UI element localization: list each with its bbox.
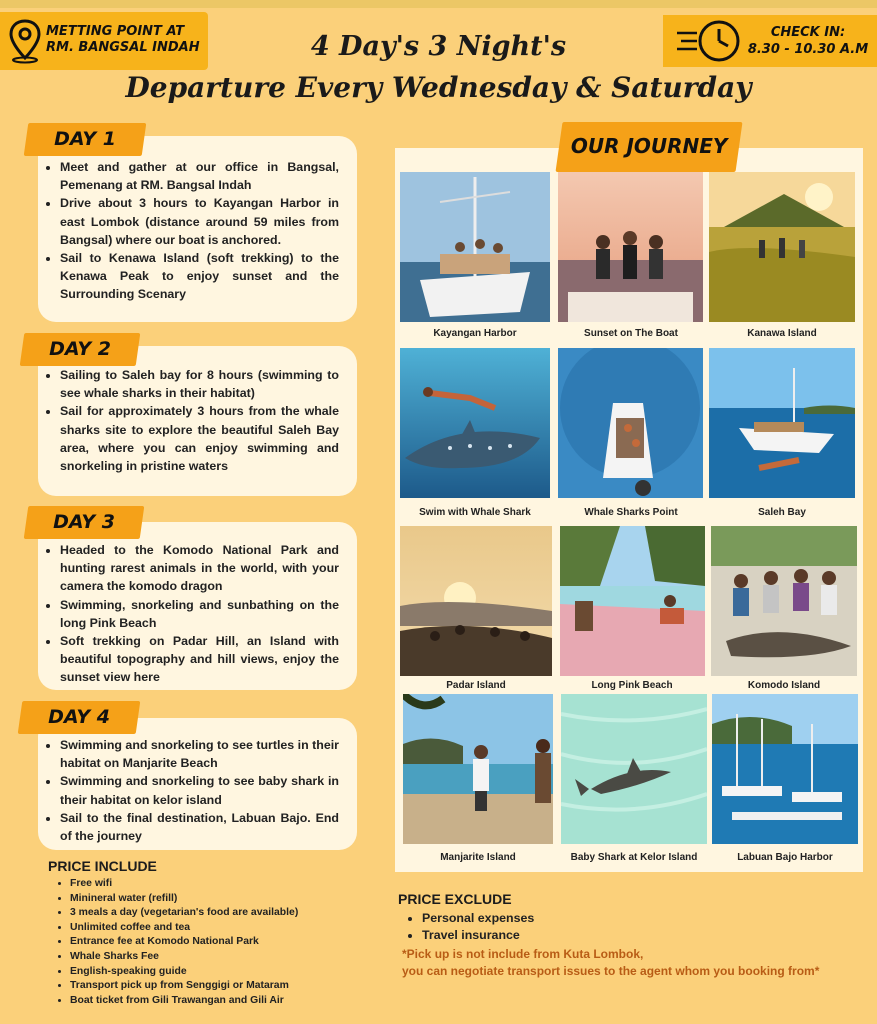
day-1-label: DAY 1 [54, 128, 117, 150]
meeting-point-text: METTING POINT AT RM. BANGSAL INDAH [46, 24, 200, 55]
day-1-list [38, 158, 357, 304]
day-3-tag [24, 506, 145, 539]
list-item: • Minineral water (refill) [70, 892, 390, 907]
day-2-card [38, 346, 357, 496]
photo-caption: Saleh Bay [758, 507, 806, 518]
day-1-tag [24, 123, 147, 156]
photo-caption: Whale Sharks Point [584, 507, 678, 518]
list-item: • Sailing to Saleh bay for 8 hours (swimming to see whale sharks in their habitat) [60, 366, 357, 402]
price-exclude-list [402, 910, 722, 944]
sailboat-photo [400, 172, 550, 322]
price-include-list [52, 877, 390, 1008]
komodo-dragon-photo [711, 526, 857, 676]
list-item: • Swimming and snorkeling to see turtles in their habitat on Manjarite Beach [60, 736, 357, 772]
list-item: • Sail for approximately 3 hours from the whale sharks site to explore the beautiful Saleh Bay area, where you can enjoy swimming and snorkeling in pristine waters [60, 402, 357, 475]
list-item: • Unlimited coffee and tea [70, 921, 390, 936]
photo-caption: Komodo Island [747, 680, 821, 691]
day-4-card [38, 718, 357, 850]
check-in-time: 8.30 - 10.30 A.M [747, 42, 869, 57]
day-4-label: DAY 4 [48, 706, 111, 728]
list-item: • Swimming, snorkeling and sunbathing on the long Pink Beach [60, 596, 357, 632]
beach-people-photo [403, 694, 553, 844]
whale-shark-photo [400, 348, 550, 498]
boat-bay-photo [709, 348, 855, 498]
day-4-list [38, 736, 357, 845]
list-item: • Whale Sharks Fee [70, 950, 390, 965]
sunset-viewpoint-photo [400, 526, 552, 676]
check-in-label: CHECK IN: [770, 25, 846, 40]
photo-caption: Padar Island [446, 680, 506, 691]
pickup-note-line-2: you can negotiate transport issues to the agent whom you booking from* [402, 964, 820, 978]
list-item: • Sail to the final destination, Labuan Bajo. End of the journey [60, 809, 357, 845]
pickup-note-line-1: *Pick up is not include from Kuta Lombok, [402, 947, 644, 961]
map-pin-icon [6, 18, 44, 64]
photo-caption: Baby Shark at Kelor Island [570, 852, 698, 863]
price-include-title: PRICE INCLUDE [48, 858, 157, 874]
photo-caption: Sunset on The Boat [584, 328, 678, 339]
page-subtitle: Departure Every Wednesday & Saturday [125, 71, 752, 104]
page-title: 4 Day's 3 Night's [310, 31, 567, 62]
price-exclude-title: PRICE EXCLUDE [398, 891, 512, 907]
journey-title: OUR JOURNEY [570, 134, 728, 158]
day-3-label: DAY 3 [53, 511, 116, 533]
day-1-card [38, 136, 357, 322]
list-item: • Transport pick up from Senggigi or Mataram [70, 979, 390, 994]
list-item: • English-speaking guide [70, 965, 390, 980]
day-3-card [38, 522, 357, 690]
photo-caption: Manjarite Island [440, 852, 516, 863]
photo-caption: Labuan Bajo Harbor [737, 852, 833, 863]
group-on-boat-photo [558, 172, 703, 322]
list-item: • Drive about 3 hours to Kayangan Harbor in east Lombok (distance around 59 miles from Bangsal) where our boat is anchored. [60, 194, 357, 249]
list-item: • Boat ticket from Gili Trawangan and Gili Air [70, 994, 390, 1009]
list-item: • Free wifi [70, 877, 390, 892]
list-item: • Personal expenses [422, 910, 722, 927]
photo-caption: Kanawa Island [747, 328, 817, 339]
list-item: • Soft trekking on Padar Hill, an Island with beautiful topography and hill views, enjoy the sunset view here [60, 632, 357, 687]
hill-grassland-photo [709, 172, 855, 322]
journey-tag [555, 122, 742, 172]
photo-caption: Long Pink Beach [591, 680, 673, 691]
meeting-point-banner [0, 12, 208, 70]
day-2-label: DAY 2 [49, 338, 112, 360]
baby-shark-photo [561, 694, 707, 844]
small-boat-photo [558, 348, 703, 498]
pink-beach-photo [560, 526, 705, 676]
photo-caption: Kayangan Harbor [433, 328, 517, 339]
check-in-banner [663, 15, 877, 67]
list-item: • Swimming and snorkeling to see baby shark in their habitat on kelor island [60, 772, 357, 808]
day-2-list [38, 366, 357, 475]
list-item: • Meet and gather at our office in Bangsal, Pemenang at RM. Bangsal Indah [60, 158, 357, 194]
day-2-tag [20, 333, 141, 366]
list-item: • Travel insurance [422, 927, 722, 944]
list-item: • Sail to Kenawa Island (soft trekking) to the Kenawa Peak to enjoy sunset and the Surrounding Scenary [60, 249, 357, 304]
clock-icon [675, 19, 741, 63]
day-3-list [38, 541, 357, 687]
top-band [0, 0, 877, 8]
list-item: • Entrance fee at Komodo National Park [70, 935, 390, 950]
list-item: • 3 meals a day (vegetarian's food are available) [70, 906, 390, 921]
photo-caption: Swim with Whale Shark [419, 507, 531, 518]
list-item: • Headed to the Komodo National Park and hunting rarest animals in the world, with your camera the komodo dragon [60, 541, 357, 596]
harbor-photo [712, 694, 858, 844]
day-4-tag [18, 701, 141, 734]
